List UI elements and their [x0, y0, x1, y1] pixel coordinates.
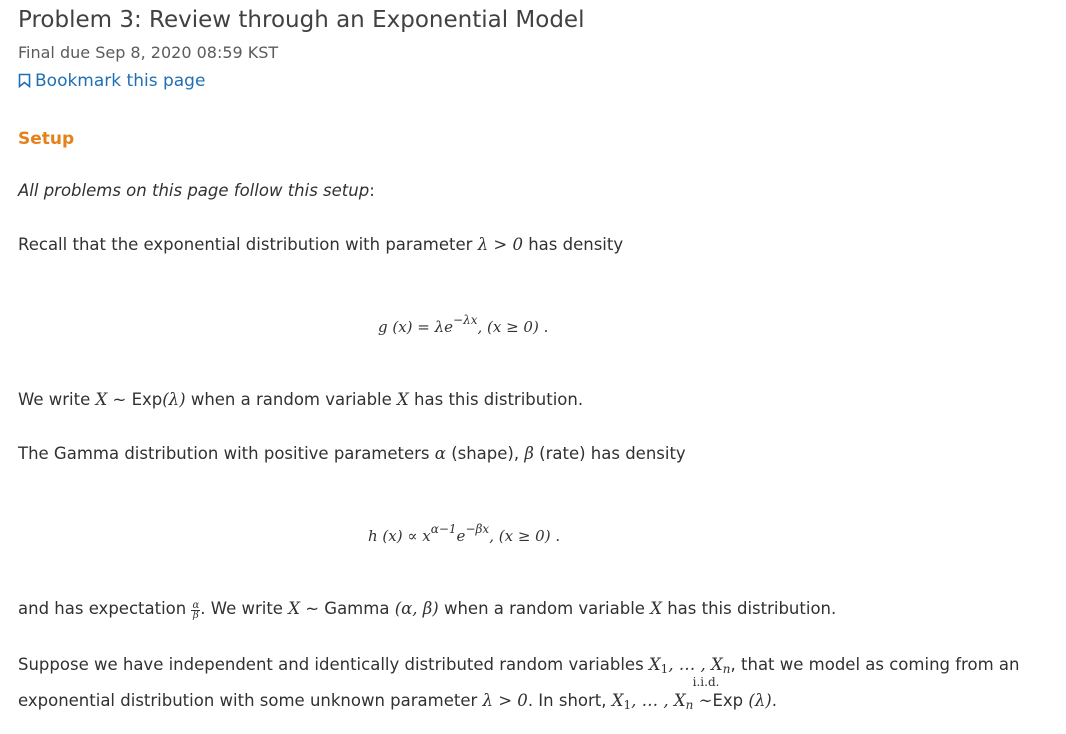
expectation-paragraph: and has expectation $\frac{\alpha}{\beta}$ . We write X ∼ Gamma (α, β) when a random variable X has this distribution. — [18, 599, 837, 621]
bookmark-link[interactable] — [18, 71, 205, 91]
setup-heading: Setup — [18, 129, 75, 149]
recall-paragraph: Recall that the exponential distribution with parameter λ > 0 has density — [18, 235, 624, 254]
bookmark-icon — [18, 73, 31, 88]
expectation-fraction: $\frac{\alpha}{\beta}$ — [192, 600, 200, 621]
iid-symbol: i.i.d. ∼ — [692, 675, 720, 710]
suppose-paragraph-line1: Suppose we have independent and identically distributed random variables $X_1$, … , $X_n$, that we model as coming from an — [18, 655, 1020, 676]
gamma-density-formula: h $(x) \propto x^{\alpha-1}e^{-\beta x}$, (x ≥ 0) . — [368, 522, 561, 545]
gamma-paragraph: The Gamma distribution with positive parameters α (shape), β (rate) has density — [18, 444, 686, 463]
setup-intro: All problems on this page follow this setup: — [18, 181, 375, 200]
exponential-density-formula: g $(x) = \lambda e^{-\lambda x}$, (x ≥ 0) . — [378, 313, 549, 336]
page-title: Problem 3: Review through an Exponential Model — [18, 7, 585, 33]
bookmark-label: Bookmark this page — [35, 71, 206, 91]
suppose-paragraph-line2: exponential distribution with some unknown parameter λ > 0. In short, $X_1$, … , $X_n$ i.i.d. ∼Exp (λ). — [18, 675, 777, 712]
exp-notation-paragraph: We write X ∼ Exp(λ) when a random variable X has this distribution. — [18, 390, 584, 409]
due-date: Final due Sep 8, 2020 08:59 KST — [18, 43, 279, 62]
